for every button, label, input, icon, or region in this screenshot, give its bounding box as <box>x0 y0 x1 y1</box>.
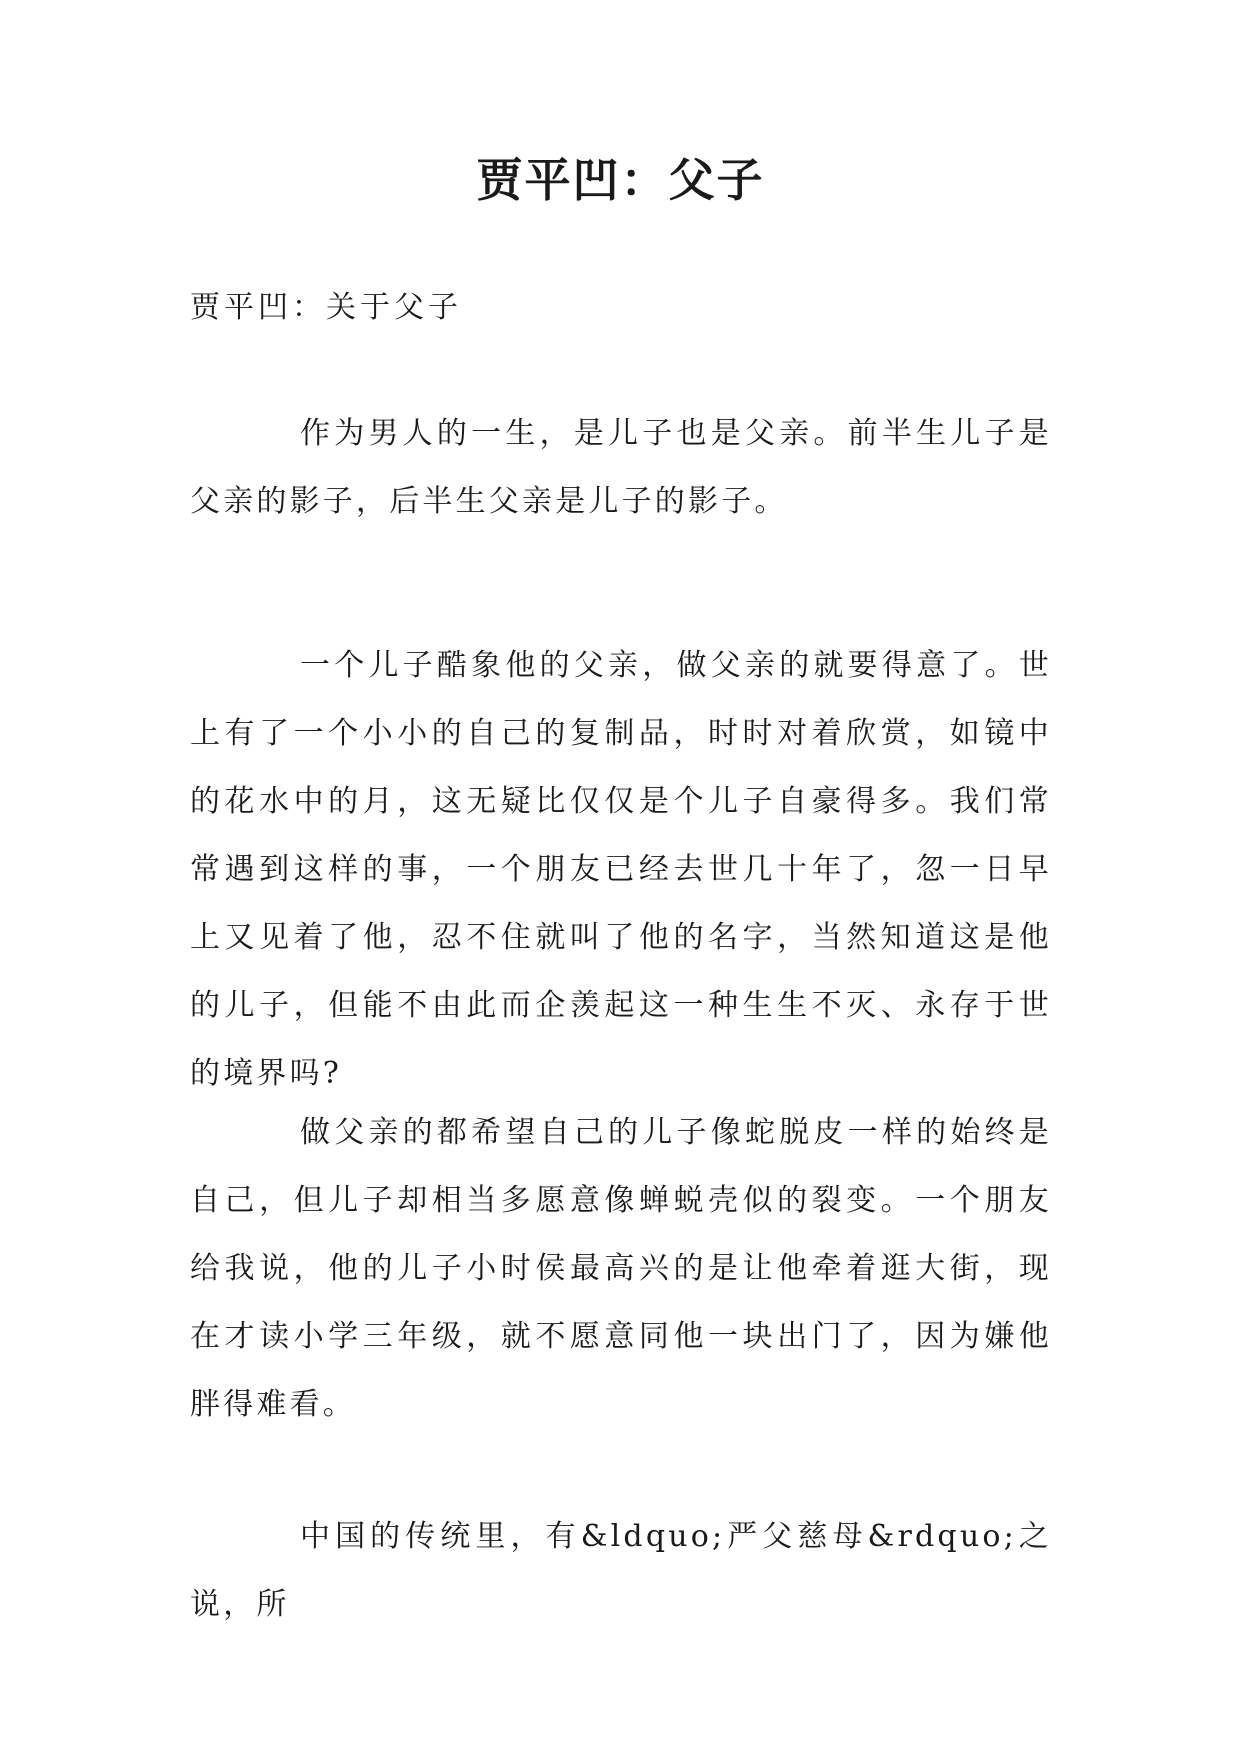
document-title: 贾平凹：父子 <box>476 153 765 207</box>
paragraph-3: 做父亲的都希望自己的儿子像蛇脱皮一样的始终是自己，但儿子却相当多愿意像蝉蜕壳似的裂变。一个朋友给我说，他的儿子小时侯最高兴的是让他牵着逛大街，现在才读小学三年级，就不愿意同他一块出门了，因为嫌他胖得难看。 <box>190 1115 1052 1422</box>
paragraph-4: 中国的传统里，有&ldquo;严父慈母&rdquo;之说，所 <box>190 1519 1052 1622</box>
paragraph-1: 作为男人的一生，是儿子也是父亲。前半生儿子是父亲的影子，后半生父亲是儿子的影子。 <box>190 416 1052 519</box>
document-subtitle: 贾平凹：关于父子 <box>190 290 462 325</box>
paragraph-2: 一个儿子酷象他的父亲，做父亲的就要得意了。世上有了一个小小的自己的复制品，时时对着欣赏，如镜中的花水中的月，这无疑比仅仅是个儿子自豪得多。我们常常遇到这样的事，一个朋友已经去世几十年了，忽一日早上又见着了他，忍不住就叫了他的名字，当然知道这是他的儿子，但能不由此而企羡起这一种生生不灭、永存于世的境界吗? <box>190 648 1052 1091</box>
